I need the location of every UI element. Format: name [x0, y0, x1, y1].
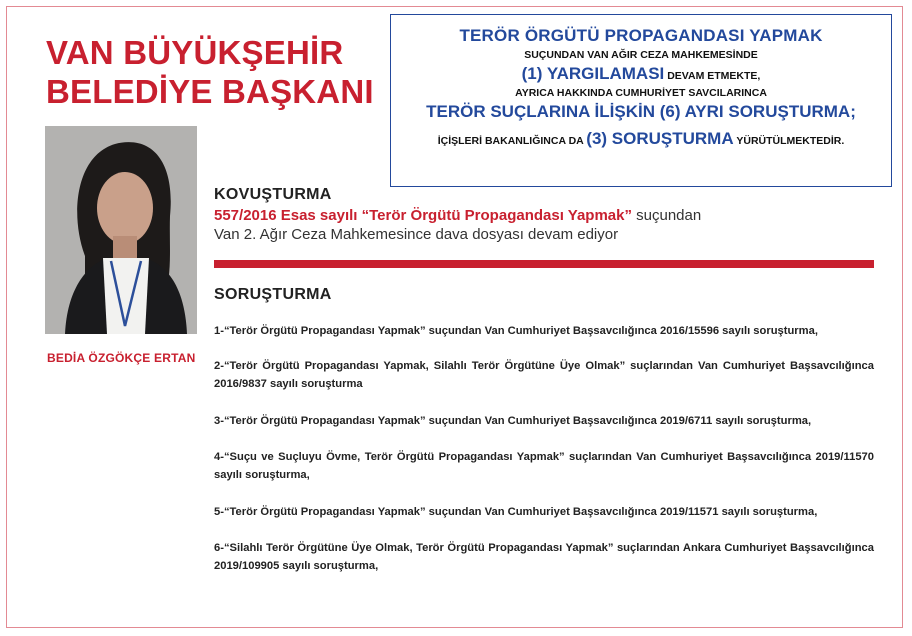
info-line-4: AYRICA HAKKINDA CUMHURİYET SAVCILARINCA: [515, 87, 767, 99]
investigation-heading: SORUŞTURMA: [214, 286, 332, 303]
investigation-item: 6-“Silahlı Terör Örgütüne Üye Olmak, Terör Örgütü Propagandası Yapmak” suçlarından Ankara Cumhuriyet Başsavcılığınca 2019/109905 sayılı soruşturma,: [214, 542, 874, 572]
info-line-2: SUÇUNDAN VAN AĞIR CEZA MAHKEMESİNDE: [524, 49, 758, 61]
investigation-item: 5-“Terör Örgütü Propagandası Yapmak” suçundan Van Cumhuriyet Başsavcılığınca 2019/11571 sayılı soruşturma,: [214, 506, 818, 518]
info-line-3-rest: DEVAM ETMEKTE,: [664, 70, 761, 82]
info-line-3: [391, 64, 891, 84]
prosecution-heading: KOVUŞTURMA: [214, 186, 332, 203]
info-line-1: TERÖR ÖRGÜTÜ PROPAGANDASI YAPMAK: [459, 26, 823, 45]
info-line-6-post: YÜRÜTÜLMEKTEDİR.: [733, 135, 845, 147]
prosecution-case: [214, 207, 701, 224]
section-divider: [214, 260, 874, 268]
investigation-item: 3-“Terör Örgütü Propagandası Yapmak” suçundan Van Cumhuriyet Başsavcılığınca 2019/6711 sayılı soruşturma,: [214, 415, 812, 427]
prosecution-court: Van 2. Ağır Ceza Mahkemesince dava dosyası devam ediyor: [214, 226, 619, 243]
prosecution-section: [214, 186, 701, 243]
info-box: [390, 14, 892, 187]
investigation-item: 4-“Suçu ve Suçluyu Övme, Terör Örgütü Propagandası Yapmak” suçlarından Van Cumhuriyet Başsavcılığınca 2019/11570 sayılı soruşturma,: [214, 451, 874, 481]
investigation-item: 1-“Terör Örgütü Propagandası Yapmak” suçundan Van Cumhuriyet Başsavcılığınca 2016/15596 sayılı soruşturma,: [214, 325, 818, 337]
info-line-6: [391, 129, 891, 149]
person-name: BEDİA ÖZGÖKÇE ERTAN: [47, 351, 196, 365]
title-line-1: VAN BÜYÜKŞEHİR: [46, 34, 344, 71]
portrait-photo: [45, 126, 197, 334]
title-line-2: BELEDİYE BAŞKANI: [46, 73, 374, 110]
info-line-6-pre: İÇİŞLERİ BAKANLIĞINCA DA: [437, 135, 587, 147]
info-line-5: TERÖR SUÇLARINA İLİŞKİN (6) AYRI SORUŞTURMA;: [426, 102, 856, 121]
info-trial-count: (1) YARGILAMASI: [521, 64, 665, 83]
prosecution-case-number: 557/2016 Esas sayılı “Terör Örgütü Propagandası Yapmak”: [214, 207, 632, 224]
investigation-item: 2-“Terör Örgütü Propagandası Yapmak, Silahlı Terör Örgütüne Üye Olmak” suçlarından Van Cumhuriyet Başsavcılığınca 2016/9837 sayılı soruşturma: [214, 360, 874, 390]
info-investigation-count: (3) SORUŞTURMA: [586, 129, 734, 148]
page-title: [46, 33, 386, 111]
prosecution-case-rest: suçundan: [631, 207, 702, 224]
